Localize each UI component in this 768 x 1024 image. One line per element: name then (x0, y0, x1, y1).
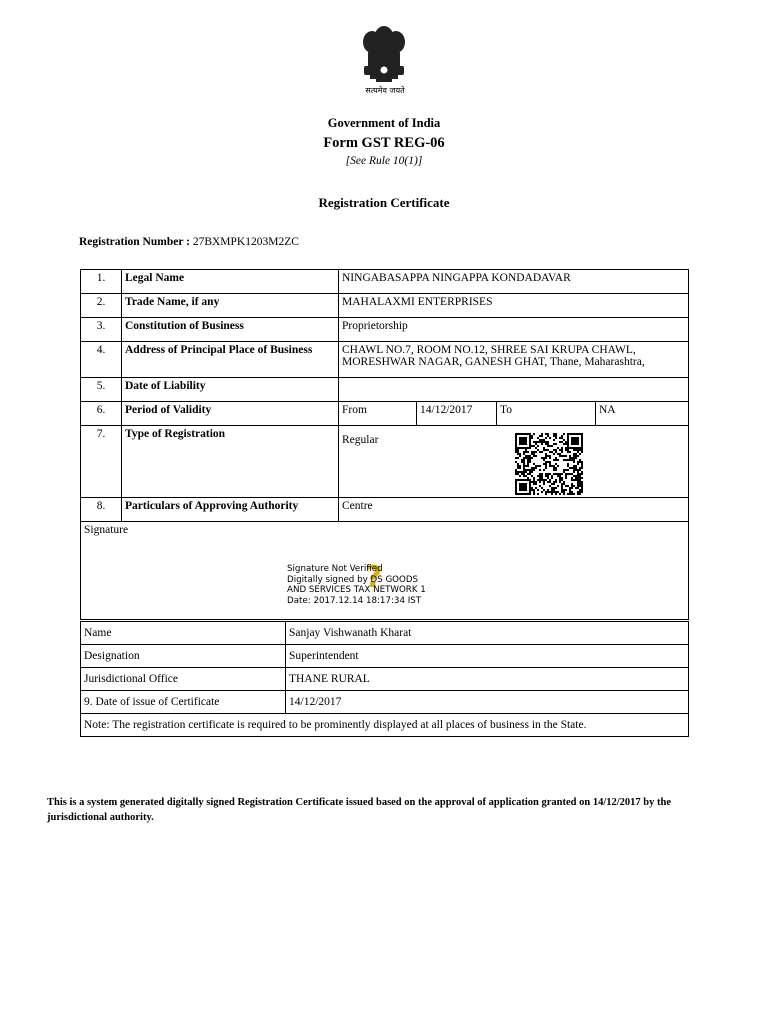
registration-number-value: 27BXMPK1203M2ZC (192, 236, 299, 248)
field-value: CHAWL NO.7, ROOM NO.12, SHREE SAI KRUPA CHAWL, MORESHWAR NAGAR, GANESH GHAT, Thane, Maharashtra, (339, 342, 689, 378)
signature-status: Signature Not Verified (287, 564, 383, 574)
registration-type: Regular (342, 434, 379, 446)
row-number: 2. (81, 294, 122, 318)
table-row (81, 294, 689, 318)
rule-reference: [See Rule 10(1)] (345, 155, 423, 167)
display-note: Note: The registration certificate is required to be prominently displayed at all places of business in the State. (81, 714, 689, 737)
officer-value: Sanjay Vishwanath Kharat (286, 622, 689, 645)
table-row (81, 342, 689, 378)
signature-date: Date: 2017.12.14 18:17:34 IST (287, 595, 422, 606)
officer-label: Jurisdictional Office (81, 668, 286, 691)
officer-value: 14/12/2017 (286, 691, 689, 714)
form-title: Form GST REG-06 (323, 135, 445, 151)
validity-to-date: NA (596, 402, 689, 426)
table-row (81, 645, 689, 668)
note-row (81, 714, 689, 737)
digital-signature-block (287, 564, 426, 606)
row-number: 6. (81, 402, 122, 426)
field-label: Constitution of Business (122, 318, 339, 342)
footer-statement: This is a system generated digitally signed Registration Certificate issued based on the approval of application granted on 14/12/2017 by the jurisdictional authority. (47, 797, 671, 823)
table-row (81, 498, 689, 522)
table-row (81, 270, 689, 294)
row-number: 1. (81, 270, 122, 294)
table-row (81, 318, 689, 342)
field-value: Proprietorship (339, 318, 689, 342)
field-label: Date of Liability (122, 378, 339, 402)
field-label: Address of Principal Place of Business (122, 342, 339, 378)
signature-label: Signature (81, 522, 689, 620)
table-row (81, 426, 689, 498)
field-value: MAHALAXMI ENTERPRISES (339, 294, 689, 318)
field-value: Centre (339, 498, 689, 522)
row-number: 3. (81, 318, 122, 342)
validity-to-label: To (497, 402, 596, 426)
signature-signer-org: AND SERVICES TAX NETWORK 1 (287, 585, 426, 595)
row-number: 5. (81, 378, 122, 402)
qr-code-icon (515, 433, 583, 495)
field-label: Trade Name, if any (122, 294, 339, 318)
row-number: 7. (81, 426, 122, 498)
officer-details-table (80, 621, 689, 737)
officer-label: Name (81, 622, 286, 645)
field-label: Type of Registration (122, 426, 339, 498)
field-label: Legal Name (122, 270, 339, 294)
row-number: 8. (81, 498, 122, 522)
emblem-motto: सत्यमेव जयते (365, 86, 405, 95)
registration-number-label: Registration Number : (79, 236, 190, 248)
row-number: 4. (81, 342, 122, 378)
field-label: Period of Validity (122, 402, 339, 426)
signature-signer: Digitally signed by DS GOODS (287, 574, 419, 585)
officer-value: THANE RURAL (286, 668, 689, 691)
officer-value: Superintendent (286, 645, 689, 668)
certificate-title: Registration Certificate (318, 195, 450, 210)
registration-number (79, 236, 299, 248)
government-heading: Government of India (327, 116, 441, 130)
signature-check-icon: ? (365, 560, 383, 595)
validity-from-date: 14/12/2017 (417, 402, 497, 426)
validity-from-label: From (339, 402, 417, 426)
table-row (81, 668, 689, 691)
officer-label: 9. Date of issue of Certificate (81, 691, 286, 714)
table-row (81, 378, 689, 402)
table-row (81, 622, 689, 645)
officer-label: Designation (81, 645, 286, 668)
field-label: Particulars of Approving Authority (122, 498, 339, 522)
table-row (81, 402, 689, 426)
field-value (339, 426, 689, 498)
table-row (81, 691, 689, 714)
field-value: NINGABASAPPA NINGAPPA KONDADAVAR (339, 270, 689, 294)
field-value (339, 378, 689, 402)
